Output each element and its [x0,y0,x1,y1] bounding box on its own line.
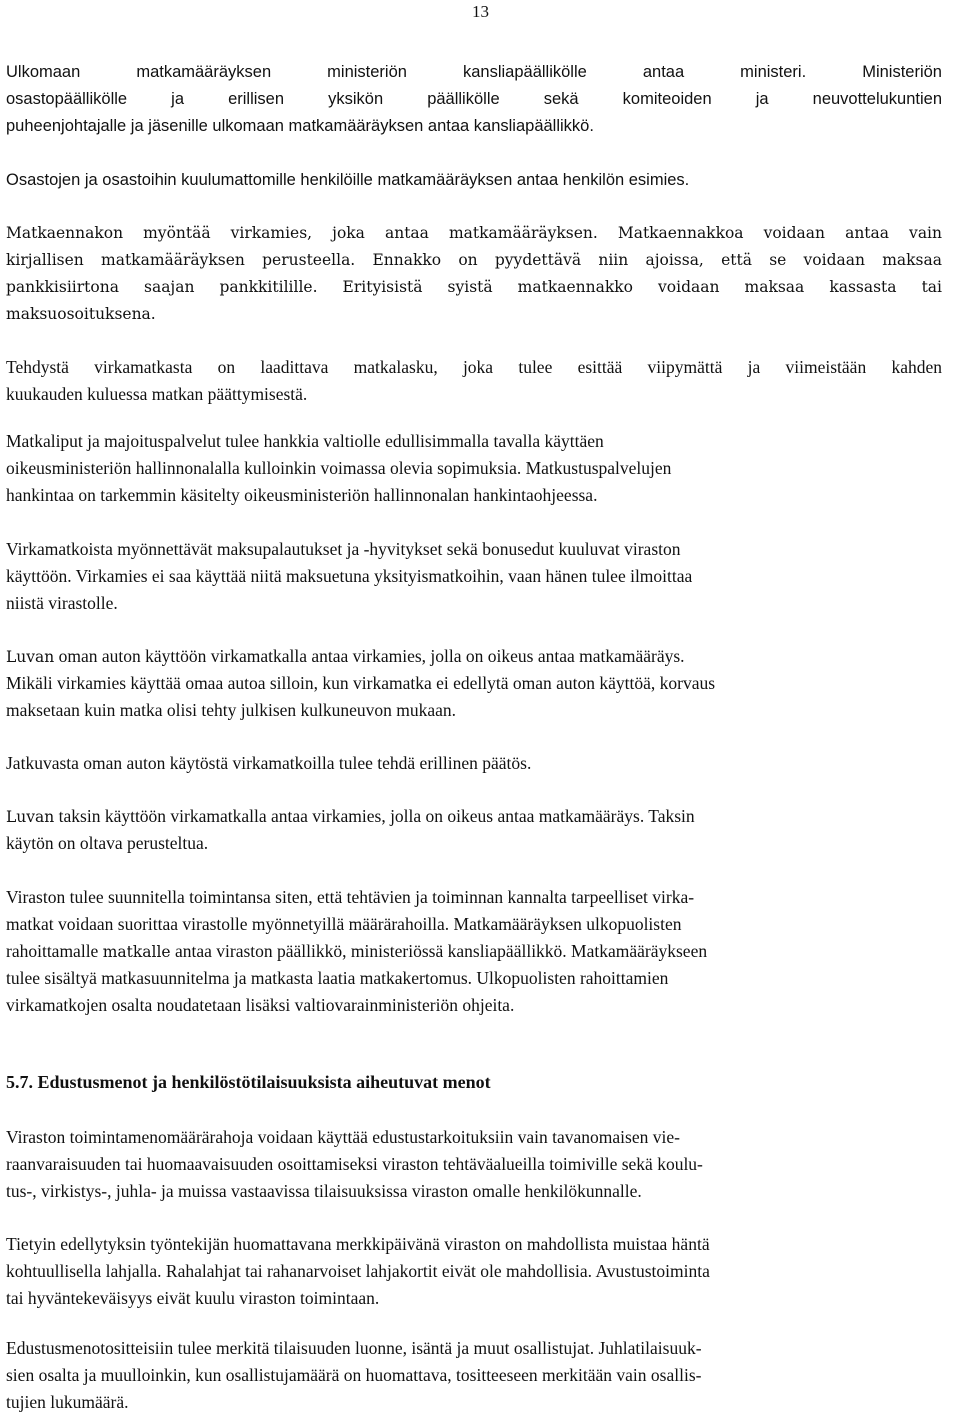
text-line: maksuosoituksena. [6,305,156,323]
paragraph-5 [6,428,942,509]
text-line [6,643,942,670]
text-line: pankkisiirtona saajan pankkitilille. Erityisistä syistä matkaennakko voidaan maksaa kassasta tai [6,278,942,296]
heading-text: 5.7. Edustusmenot ja henkilöstötilaisuuksista aiheutuvat menot [6,1072,491,1092]
text-line: Viraston toimintamenomäärärahoja voidaan käyttää edustustarkoituksiin vain tavanomaisen vie- [6,1127,680,1147]
paragraph-7 [6,643,942,724]
text-line: Virkamatkoista myönnettävät maksupalautukset ja -hyvitykset sekä bonusedut kuuluvat viraston [6,539,681,559]
paragraph-12 [6,1231,942,1312]
text-line: tus-, virkistys-, juhla- ja muissa vastaavissa tilaisuuksissa viraston omalle henkilökunnalle. [6,1181,642,1201]
word-luvan: Luvan [6,808,55,826]
paragraph-1 [6,59,942,140]
text-line: osastopäällikölle ja erillisen yksikön päällikölle sekä komiteoiden ja neuvottelukuntien [6,90,942,108]
word-luvan: Luvan [6,648,55,666]
page-number: 13 [472,2,489,21]
text-line: kohtuullisella lahjalla. Rahalahjat tai rahanarvoiset lahjakortit eivät ole mahdollisia. Avustustoiminta [6,1261,710,1281]
text-line: kuukauden kuluessa matkan päättymisestä. [6,384,308,404]
text-fragment: taksin käyttöön virkamatkalla antaa virkamies, jolla on oikeus antaa matkamääräys. Taksin [54,806,695,826]
text-line: maksetaan kuin matka olisi tehty julkisen kulkuneuvon mukaan. [6,700,457,720]
text-line: virkamatkojen osalta noudatetaan lisäksi valtiovarainministeriön ohjeita. [6,995,515,1015]
text-line: hankintaa on tarkemmin käsitelty oikeusministeriön hallinnonalan hankintaohjeessa. [6,485,598,505]
text-line: matkat voidaan suorittaa virastolle myönnetyillä määrärahoilla. Matkamääräyksen ulkopuolisten [6,914,682,934]
text-line: käyttöön. Virkamies ei saa käyttää niitä maksuetuna yksityismatkoihin, vaan hänen tulee ilmoittaa [6,566,693,586]
text-line: niistä virastolle. [6,593,118,613]
text-line: oikeusministeriön hallinnonalalla kulloinkin voimassa olevia sopimuksia. Matkustuspalvelujen [6,458,672,478]
text-line: puheenjohtajalle ja jäsenille ulkomaan matkamääräyksen antaa kansliapäällikkö. [6,117,594,135]
paragraph-8 [6,750,942,777]
paragraph-4 [6,354,942,408]
paragraph-6 [6,536,942,617]
paragraph-10 [6,884,942,1019]
text-line: Tehdystä virkamatkasta on laadittava matkalasku, joka tulee esittää viipymättä ja viimeistään kahden [6,357,942,377]
text-line: Jatkuvasta oman auton käytöstä virkamatkoilla tulee tehdä erillinen päätös. [6,753,532,773]
text-line: raanvaraisuuden tai huomaavaisuuden osoittamiseksi viraston tehtäväalueilla toimiville sekä koulu- [6,1154,703,1174]
text-line: Viraston tulee suunnitella toimintansa siten, että tehtävien ja toiminnan kannalta tarpeelliset virka- [6,887,695,907]
text-line: käytön on oltava perusteltua. [6,833,209,853]
text-line: tulee sisältyä matkasuunnitelma ja matkasta laatia matkakertomus. Ulkopuolisten rahoittamien [6,968,669,988]
paragraph-13 [6,1335,942,1416]
paragraph-2 [6,167,942,194]
text-line: kirjallisen matkamääräyksen perusteella. Ennakko on pyydettävä niin ajoissa, että se voidaan maksaa [6,251,942,269]
text-fragment: oman auton käyttöön virkamatkalla antaa virkamies, jolla on oikeus antaa matkamääräys. [54,646,685,666]
text-line: Matkaennakon myöntää virkamies, joka antaa matkamääräyksen. Matkaennakkoa voidaan antaa vain [6,224,942,242]
text-line: tujien lukumäärä. [6,1392,129,1412]
paragraph-9 [6,803,942,857]
paragraph-3 [6,220,942,328]
section-heading [6,1069,942,1096]
text-line: Tietyin edellytyksin työntekijän huomattavana merkkipäivänä viraston on mahdollista muistaa häntä [6,1234,710,1254]
text-line: Osastojen ja osastoihin kuulumattomille henkilöille matkamääräyksen antaa henkilön esimies. [6,171,690,189]
text-line: sien osalta ja muulloinkin, kun osallistujamäärä on huomattava, tositteeseen merkitään vain osallis- [6,1365,702,1385]
text-line [6,803,942,830]
text-line [6,938,942,965]
text-line: tai hyväntekeväisyys eivät kuulu viraston toimintaan. [6,1288,380,1308]
text-fragment: rahoittamalle [6,941,103,961]
text-line: Matkaliput ja majoituspalvelut tulee hankkia valtiolle edullisimmalla tavalla käyttäen [6,431,604,451]
paragraph-11 [6,1124,942,1205]
text-line: Edustusmenotositteisiin tulee merkitä tilaisuuden luonne, isäntä ja muut osallistujat. Juhlatilaisuuk- [6,1338,702,1358]
word-matkalle: matkalle [102,943,171,961]
text-line: Mikäli virkamies käyttää omaa autoa silloin, kun virkamatka ei edellytä oman auton käyttöä, korvaus [6,673,716,693]
text-fragment: antaa viraston päällikkö, ministeriössä kansliapäällikkö. Matkamääräykseen [170,941,708,961]
text-line: Ulkomaan matkamääräyksen ministeriön kansliapäällikölle antaa ministeri. Ministeriön [6,63,942,81]
